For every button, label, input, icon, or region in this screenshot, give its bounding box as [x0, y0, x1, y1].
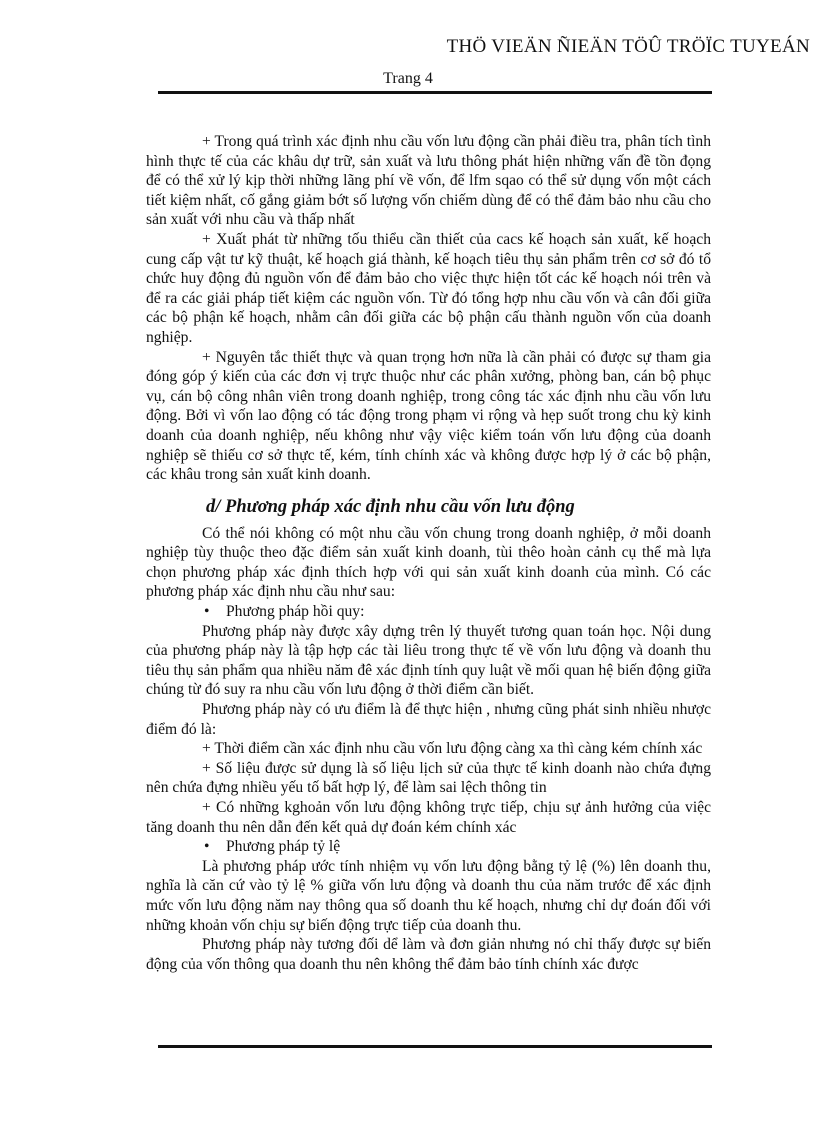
bullet-item: [146, 602, 711, 622]
page-number: Trang 4: [383, 70, 433, 87]
site-title: THÖ VIEÄN ÑIEÄN TÖÛ TRÖÏC TUYEÁN: [446, 36, 810, 57]
paragraph: Phương pháp này tương đối dể làm và đơn giản nhưng nó chỉ thấy được sự biến động của vốn thông qua doanh thu nên không thể đảm bảo tính chính xác được: [146, 936, 711, 973]
section-heading: d/ Phương pháp xác định nhu cầu vốn lưu động: [206, 496, 575, 517]
bullet-icon: •: [204, 838, 210, 856]
paragraph: Là phương pháp ước tính nhiệm vụ vốn lưu động bằng tỷ lệ (%) lên doanh thu, nghĩa là căn cứ vào tỷ lệ % giữa vốn lưu động và doanh thu của năm trước để xác định mức vốn lưu động năm nay thông qua số doanh thu kế hoạch, nhưng chỉ dự đoán đối với những khoản vốn chịu sự biến động trực tiếp của doanh thu.: [146, 857, 711, 934]
bullet-text: Phương pháp hồi quy:: [226, 603, 365, 621]
paragraph: + Số liệu được sử dụng là số liệu lịch sử của thực tế kinh doanh nào chứa đựng nên chứa đựng nhiều yếu tố bất hợp lý, để làm sai lệch thông tin: [146, 759, 711, 797]
bullet-text: Phương pháp tỷ lệ: [226, 838, 341, 856]
paragraph: Phương pháp này có ưu điểm là để thực hiện , nhưng cũng phát sinh nhiều nhược điểm đó là:: [146, 701, 711, 738]
bullet-item: [146, 837, 711, 857]
paragraph: + Có những kghoản vốn lưu động không trực tiếp, chịu sự ảnh hưởng của việc tăng doanh thu nên dẫn đến kết quả dự đoán kém chính xác: [146, 799, 711, 836]
paragraph: Phương pháp này được xây dựng trên lý thuyết tương quan toán học. Nội dung của phương pháp này là tập hợp các tài liêu trong thực tế về vốn lưu động và doanh thu tiêu thụ sản phẩm qua nhiều năm đê xác định tính quy luật về mối quan hệ biến động giữa chúng từ đó suy ra nhu cầu vốn lưu động ở thời điểm cần biết.: [146, 622, 711, 699]
paragraph: + Nguyên tắc thiết thực và quan trọng hơn nữa là cần phải có được sự tham gia đóng góp ý kiến của các đơn vị trực thuộc như các phân xưởng, phòng ban, cán bộ phục vụ, cán bộ công nhân viên trong doanh nghiệp, trong công tác xác định nhu cầu vốn lưu động. Bởi vì vốn lao động có tác động trong phạm vi rộng và hẹp suốt trong chu kỳ kinh doanh của doanh nghiệp, nếu không như vậy việc kiểm toán vốn lưu động của doanh nghiệp sẽ thiếu cơ sở thực tế, kém, tính chính xác và không được hợp lý ở các bộ phận, các khâu trong sản xuất kinh doanh.: [146, 348, 711, 484]
page-content: [146, 132, 711, 974]
paragraph: + Thời điểm cần xác định nhu cầu vốn lưu động càng xa thì càng kém chính xác: [202, 740, 703, 758]
footer-rule: [158, 1045, 712, 1048]
header-rule: [158, 91, 712, 94]
paragraph: Có thể nói không có một nhu cầu vốn chung trong doanh nghiệp, ở mỗi doanh nghiệp tùy thuộc theo đặc điểm sản xuất kinh doanh, tùi thêo hoàn cảnh cụ thể mà lựa chọn phương pháp xác định thích hợp với qui sản xuất kinh doanh của mình. Có các phương pháp xác định nhu cầu như sau:: [146, 524, 711, 601]
bullet-icon: •: [204, 603, 210, 621]
paragraph: + Xuất phát từ những tốu thiểu cần thiết của cacs kế hoạch sản xuất, kế hoạch cung cấp vật tư kỹ thuật, kế hoạch giá thành, kế hoạch tiêu thụ sản phẩm trên cơ sở đó tổ chức huy động đủ nguồn vốn để đảm bảo cho việc thực hiện tốt các kế hoạch nói trên và để ra các giải pháp tiết kiệm các nguồn vốn. Từ đó tổng hợp nhu cầu vốn và cân đối giữa các bộ phận kế hoạch, nhằm cân đối giữa các bộ phận cấu thành nguồn vốn của doanh nghiệp.: [146, 230, 711, 346]
paragraph: + Trong quá trình xác định nhu cầu vốn lưu động cần phải điều tra, phân tích tình hình thực tế của các khâu dự trữ, sản xuất và lưu thông phát hiện những vấn đề tồn đọng để có thể xử lý kịp thời những lãng phí về vốn, để lfm sqao có thể sử dụng vốn một cách tiết kiệm nhất, cố gắng giảm bớt số lượng vốn chiếm dùng để có thể đảm bảo nhu cầu cho sản xuất với nhu cầu và thấp nhất: [146, 133, 711, 229]
